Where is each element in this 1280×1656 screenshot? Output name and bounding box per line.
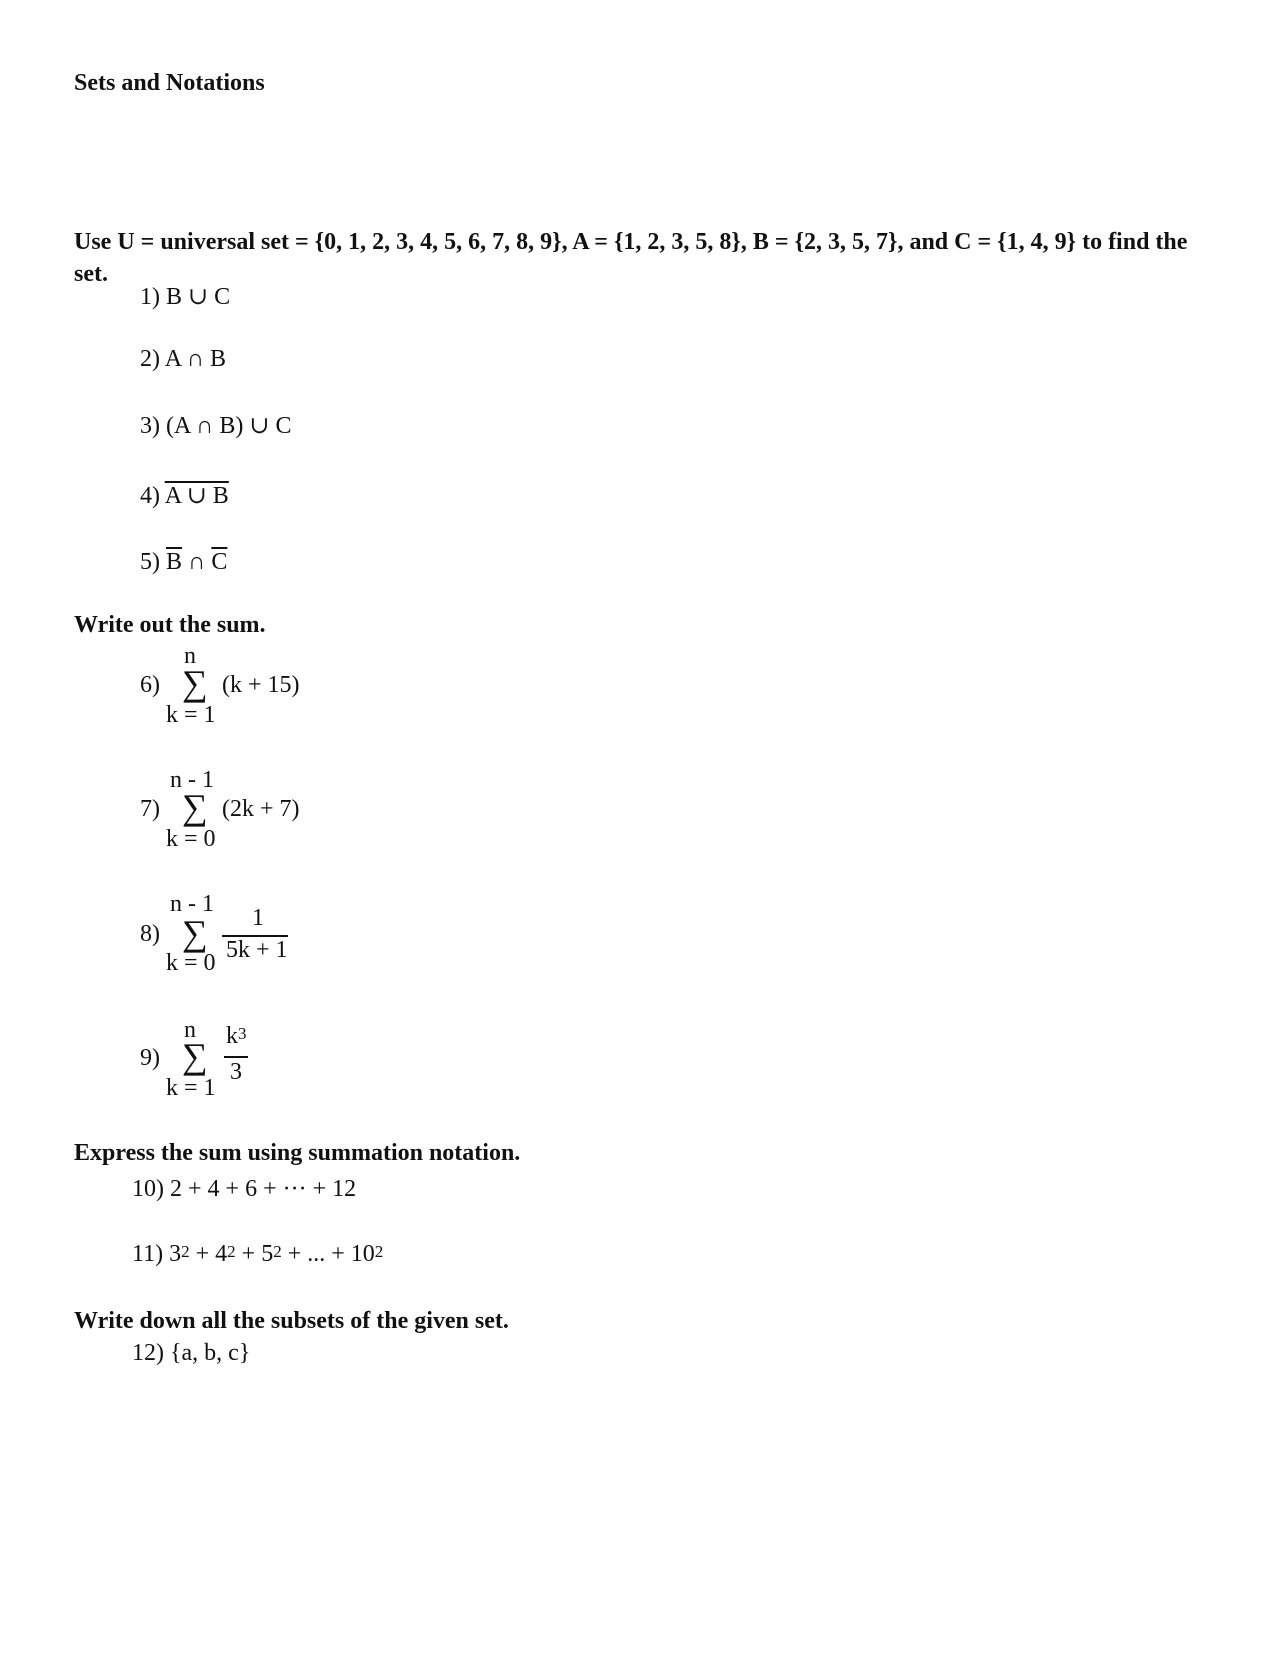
question-number: 12) xyxy=(132,1340,164,1366)
question-number: 2) xyxy=(140,346,160,372)
question-expression: {a, b, c} xyxy=(170,1340,251,1366)
sum-lower-limit: k = 0 xyxy=(166,826,216,852)
sigma-symbol: ∑ xyxy=(182,1036,208,1076)
fraction-denominator: 3 xyxy=(230,1059,242,1085)
question-number: 5) xyxy=(140,549,160,575)
question-10 xyxy=(132,1176,356,1203)
sum-upper-limit: n - 1 xyxy=(170,891,214,917)
question-number: 11) xyxy=(132,1241,164,1267)
fraction-bar xyxy=(224,1056,248,1058)
numerator-exponent: 3 xyxy=(238,1024,247,1043)
question-4 xyxy=(140,481,229,510)
numerator-base: k xyxy=(226,1023,238,1049)
sum-lower-limit: k = 1 xyxy=(166,1075,216,1101)
question-number: 4) xyxy=(140,483,160,509)
question-expression: $3^2 + 4^2 + 5^2$ + ... + $10^2$ xyxy=(169,1241,384,1267)
question-number: 10) xyxy=(132,1176,164,1202)
complement-expression: A ∪ B xyxy=(164,483,229,509)
question-1 xyxy=(140,282,230,311)
sum-upper-limit: n xyxy=(184,1017,196,1043)
question-expression: (A ∩ B) ∪ C xyxy=(166,413,292,439)
sum-lower-limit: k = 1 xyxy=(166,702,216,728)
fraction-numerator xyxy=(226,1023,247,1050)
question-11 xyxy=(132,1241,383,1268)
sum-upper-limit: n xyxy=(184,643,196,669)
section4-instruction: Write down all the subsets of the given set. xyxy=(74,1308,509,1334)
question-5 xyxy=(140,549,227,576)
fraction-numerator: 1 xyxy=(252,905,264,931)
question-number: 8) xyxy=(140,921,160,947)
sigma-symbol: ∑ xyxy=(182,787,208,827)
page-title: Sets and Notations xyxy=(74,70,265,96)
question-number: 6) xyxy=(140,672,160,698)
complement-set-b: $\overline{B}$ xyxy=(166,549,183,575)
sigma-symbol: ∑ xyxy=(182,913,208,953)
sum-upper-limit: n - 1 xyxy=(170,767,214,793)
sum-term: (2k + 7) xyxy=(222,796,300,822)
question-number: 9) xyxy=(140,1045,160,1071)
intersection-operator: ∩ xyxy=(188,549,206,575)
question-number: 3) xyxy=(140,413,160,439)
question-number: 1) xyxy=(140,284,160,310)
question-2 xyxy=(140,346,226,373)
complement-set-c: $\overline{C}$ xyxy=(211,549,228,575)
fraction-denominator: 5k + 1 xyxy=(226,937,288,963)
sigma-symbol: ∑ xyxy=(182,663,208,703)
sum-lower-limit: k = 0 xyxy=(166,950,216,976)
question-expression: B ∪ C xyxy=(166,284,231,310)
section1-instruction: Use U = universal set = {0, 1, 2, 3, 4, 5, 6, 7, 8, 9}, A = {1, 2, 3, 5, 8}, B = {2, 3, 5, 7}, and C = {1, 4, 9} to find the set. xyxy=(74,229,1188,287)
sum-term: (k + 15) xyxy=(222,672,300,698)
question-expression: 2 + 4 + 6 + ··· + 12 xyxy=(170,1176,357,1202)
question-12 xyxy=(132,1340,250,1367)
question-number: 7) xyxy=(140,796,160,822)
question-3 xyxy=(140,411,291,440)
section2-instruction: Write out the sum. xyxy=(74,612,266,638)
question-expression: A ∩ B xyxy=(164,346,227,372)
section3-instruction: Express the sum using summation notation. xyxy=(74,1140,521,1166)
